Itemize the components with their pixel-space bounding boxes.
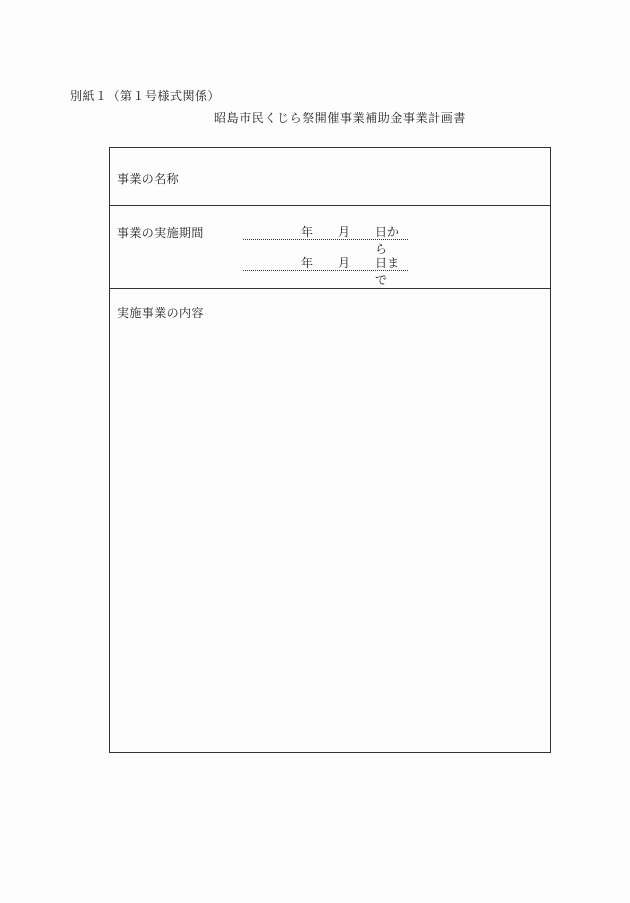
to-year-unit: 年 bbox=[301, 256, 314, 270]
to-month-unit: 月 bbox=[338, 256, 351, 270]
page-title: 昭島市民くじら祭開催事業補助金事業計画書 bbox=[214, 111, 467, 125]
business-name-row bbox=[110, 148, 550, 206]
content-label: 実施事業の内容 bbox=[117, 306, 204, 320]
period-from-field[interactable] bbox=[243, 223, 408, 256]
period-row bbox=[110, 206, 550, 289]
period-label: 事業の実施期間 bbox=[117, 226, 204, 240]
from-year-unit: 年 bbox=[301, 225, 314, 239]
from-day-unit: 日から bbox=[375, 225, 400, 256]
business-name-label: 事業の名称 bbox=[117, 172, 180, 186]
period-to-field[interactable] bbox=[243, 254, 408, 287]
from-month-unit: 月 bbox=[338, 225, 351, 239]
content-row[interactable] bbox=[110, 289, 550, 752]
to-day-unit: 日まで bbox=[375, 256, 400, 287]
plan-form-table bbox=[109, 147, 551, 753]
annex-label: 別紙１（第１号様式関係） bbox=[70, 89, 221, 103]
